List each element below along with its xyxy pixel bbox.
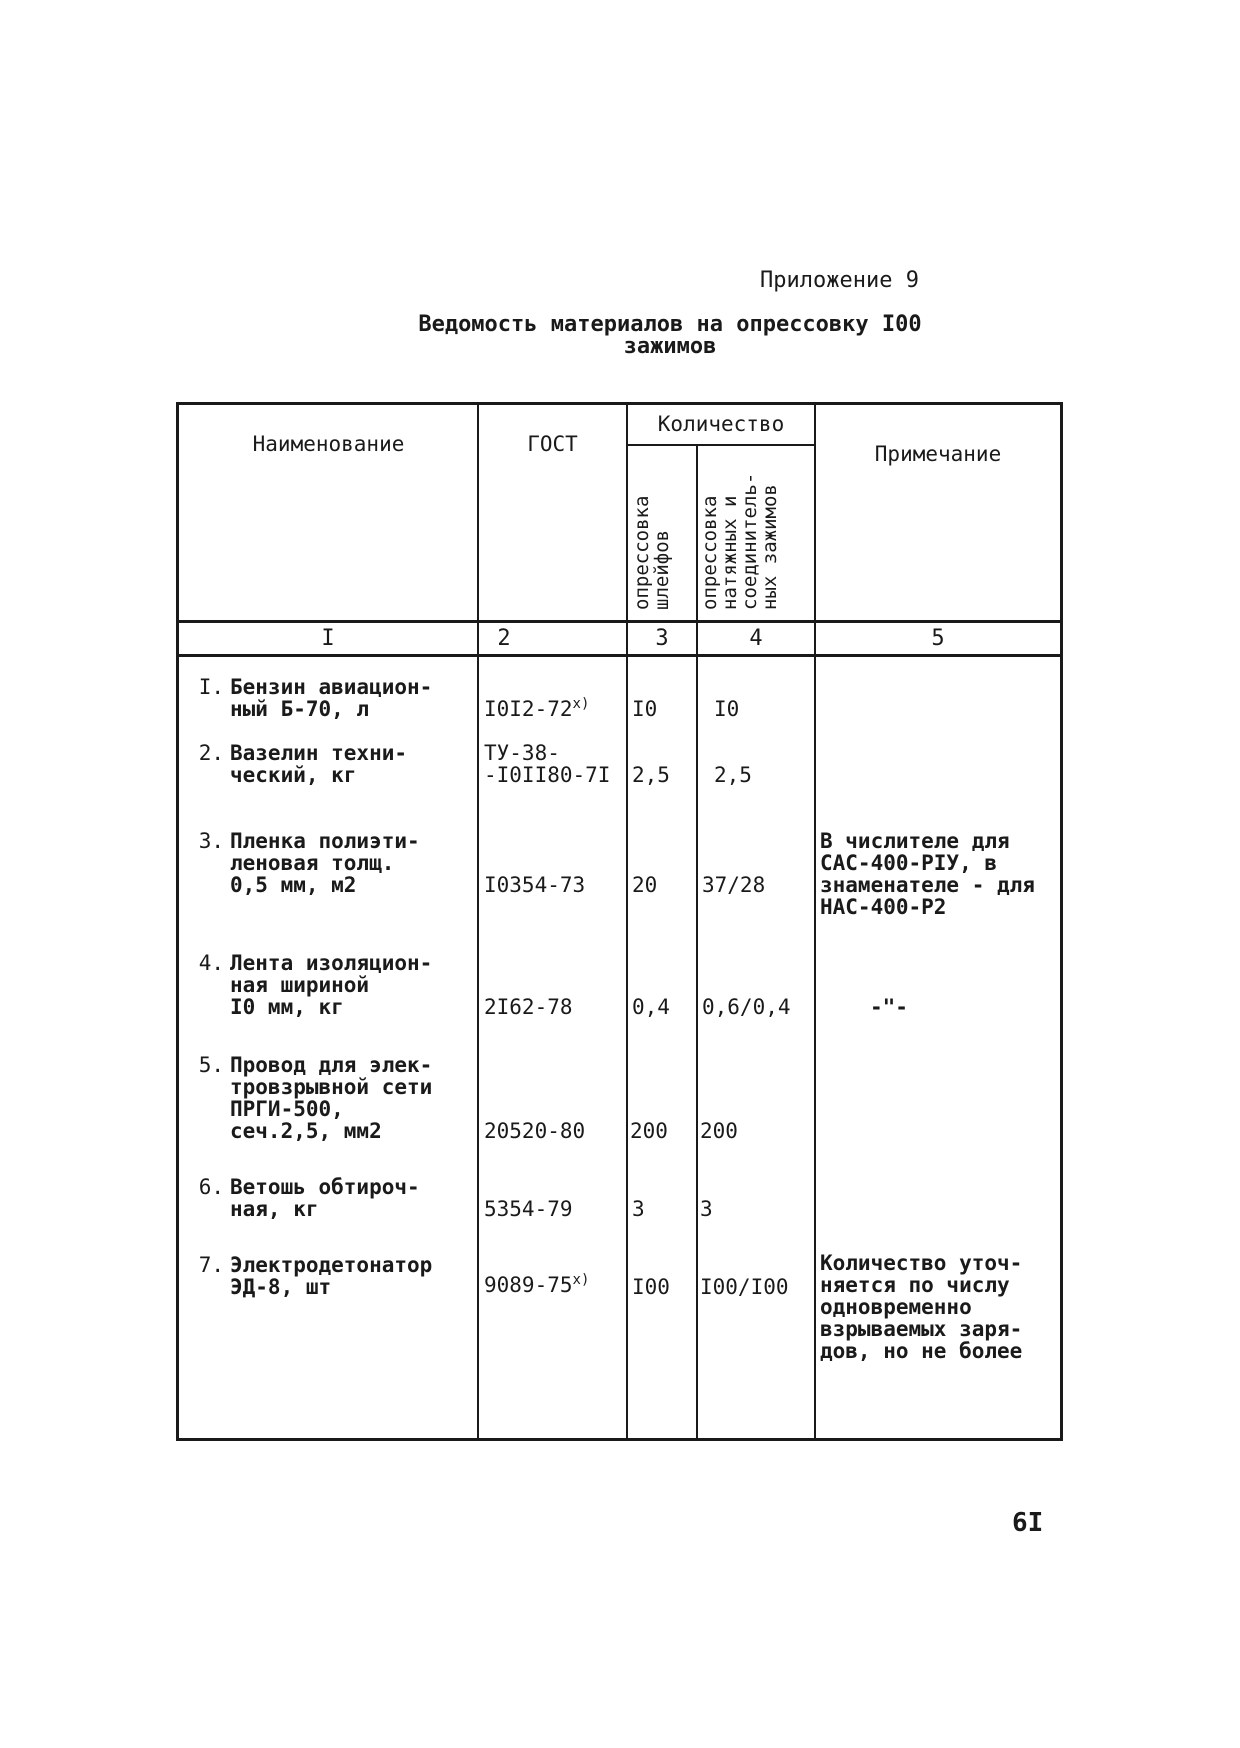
row-qty-zazhim: 0,6/0,4 — [702, 995, 791, 1019]
row-name-line: Провод для элек- — [230, 1053, 433, 1077]
table-row — [186, 1176, 420, 1220]
header-name: Наименование — [252, 432, 405, 456]
colnum-3: 3 — [655, 626, 669, 651]
row-name-line: ная шириной — [230, 973, 370, 997]
row-gost: 9089-75$^{x)}$ — [484, 1272, 590, 1297]
appendix-label: Приложение 9 — [760, 268, 919, 293]
colnum-4: 4 — [749, 626, 763, 651]
row-number: 3. — [198, 829, 224, 853]
row-qty-shleif: 3 — [632, 1197, 645, 1221]
table-row — [186, 1254, 432, 1298]
row-name-line: ный Б-70, л — [230, 697, 370, 721]
col-line-1 — [477, 402, 479, 1441]
row-name-line: ческий, кг — [230, 763, 357, 787]
row-qty-zazhim: 3 — [700, 1197, 713, 1221]
row-number: 7. — [198, 1253, 224, 1277]
row-name-line: Пленка полиэти- — [230, 829, 420, 853]
col-line-2 — [626, 402, 628, 1441]
table-border-bottom — [176, 1438, 1063, 1441]
table-row — [186, 742, 407, 786]
row-qty-shleif: 0,4 — [632, 995, 670, 1019]
table-row — [186, 952, 432, 1018]
header-quantity-sub1: опрессовка шлейфов — [631, 495, 673, 610]
row-gost: I0I2-72$^{x)}$ — [484, 696, 590, 721]
row-qty-shleif: 20 — [632, 873, 658, 897]
row-name-line: I0 мм, кг — [230, 995, 344, 1019]
table-row — [186, 830, 420, 896]
header-quantity: Количество — [657, 412, 785, 436]
row-number: I. — [198, 675, 224, 699]
document-title — [380, 314, 960, 358]
row-name-line: Бензин авиацион- — [230, 675, 433, 699]
row-name-line: Лента изоляцион- — [230, 951, 433, 975]
colnum-2: 2 — [497, 626, 511, 651]
row-gost: ТУ-38- -I0II80-7I — [484, 741, 611, 787]
row-qty-shleif: I0 — [632, 697, 658, 721]
row-note: Количество уточ- няется по числу одновременно взрываемых заря- дов, но не более — [820, 1251, 1023, 1363]
row-name-line: леновая толщ. — [230, 851, 395, 875]
row-qty-zazhim: 37/28 — [702, 873, 766, 897]
colnum-bottom-line — [176, 654, 1063, 657]
row-note: В числителе для САС-400-РIУ, в знаменателе - для НАС-400-Р2 — [820, 829, 1035, 919]
row-gost: 20520-80 — [484, 1119, 586, 1143]
header-gost: ГОСТ — [527, 432, 578, 456]
row-number: 6. — [198, 1175, 224, 1199]
colnum-5: 5 — [931, 626, 945, 651]
header-note: Примечание — [874, 442, 1002, 466]
row-qty-zazhim: I0 — [714, 697, 740, 721]
row-gost: 2I62-78 — [484, 995, 573, 1019]
row-qty-zazhim: I00/I00 — [700, 1275, 789, 1299]
row-qty-zazhim: 200 — [700, 1119, 738, 1143]
row-gost: I0354-73 — [484, 873, 586, 897]
row-name-line: ПРГИ-500, — [230, 1097, 344, 1121]
row-name-line: Ветошь обтироч- — [230, 1175, 420, 1199]
row-name-line: ЭД-8, шт — [230, 1275, 332, 1299]
row-number: 2. — [198, 741, 224, 765]
colnum-1: I — [321, 626, 335, 651]
row-qty-shleif: 2,5 — [632, 763, 670, 787]
header-bottom-line — [176, 620, 1063, 623]
table-row — [186, 1054, 432, 1142]
table-border-left — [176, 402, 179, 1441]
row-name-line: 0,5 мм, м2 — [230, 873, 357, 897]
row-number: 4. — [198, 951, 224, 975]
row-note: -"- — [870, 995, 908, 1019]
row-gost: 5354-79 — [484, 1197, 573, 1221]
header-quantity-sub2: опрессовка натяжных и соединитель-ных зажимов — [699, 472, 781, 610]
row-name-line: ная, кг — [230, 1197, 319, 1221]
title-line-2: зажимов — [623, 334, 717, 359]
table-row — [186, 676, 432, 720]
table-border-right — [1060, 402, 1063, 1441]
title-line-1: Ведомость материалов на опрессовку I00 — [418, 312, 922, 337]
row-name-line: Вазелин техни- — [230, 741, 408, 765]
table-border-top — [176, 402, 1063, 405]
row-qty-shleif: I00 — [632, 1275, 670, 1299]
row-number: 5. — [198, 1053, 224, 1077]
quantity-subheader-line — [626, 444, 816, 446]
row-name-line: сеч.2,5, мм2 — [230, 1119, 382, 1143]
row-qty-shleif: 200 — [630, 1119, 668, 1143]
row-qty-zazhim: 2,5 — [714, 763, 752, 787]
col-line-3 — [696, 444, 698, 1441]
row-name-line: Электродетонатор — [230, 1253, 433, 1277]
page-number: 6I — [1012, 1508, 1044, 1538]
col-line-4 — [814, 402, 816, 1441]
row-name-line: тровзрывной сети — [230, 1075, 433, 1099]
